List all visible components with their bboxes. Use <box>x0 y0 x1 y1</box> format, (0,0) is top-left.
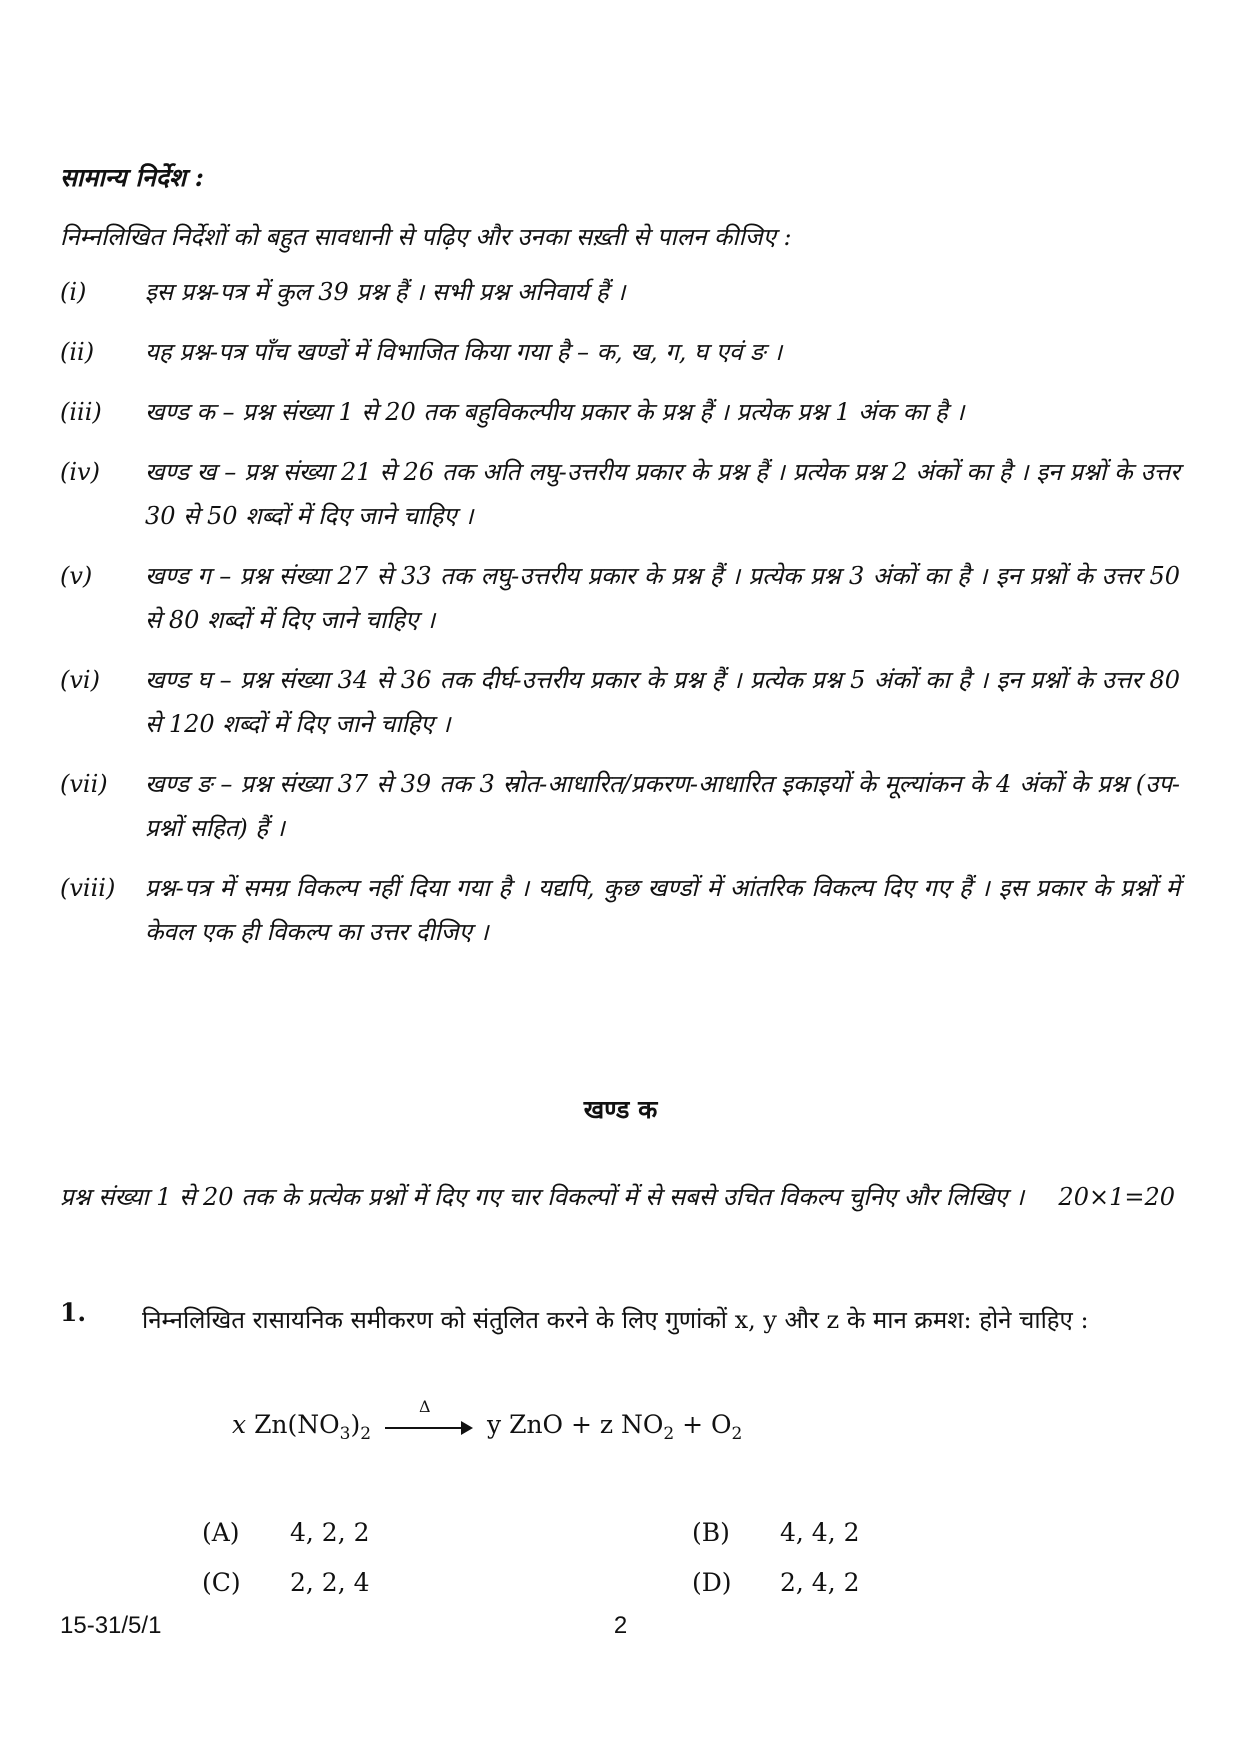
equation-sub: 2 <box>663 1424 675 1444</box>
section-marks: 20×1=20 <box>1058 1183 1175 1211</box>
instruction-number: (iii) <box>60 398 102 426</box>
instruction-text: खण्ड घ – प्रश्न संख्या 34 से 36 तक दीर्घ-उत्तरीय प्रकार के प्रश्न हैं । प्रत्येक प्रश्न 5 अंकों का है । इन प्रश्नों के उत्तर 80 से 120 शब्दों में दिए जाने चाहिए । <box>145 666 1180 738</box>
instruction-item <box>60 270 1180 314</box>
option-b[interactable] <box>692 1518 860 1547</box>
instruction-text: खण्ड ङ – प्रश्न संख्या 37 से 39 तक 3 स्रोत-आधारित/प्रकरण-आधारित इकाइयों के मूल्यांकन के 4 अंकों के प्रश्न (उप-प्रश्नों सहित) हैं । <box>145 770 1180 842</box>
instruction-number: (iv) <box>60 458 100 486</box>
instruction-item <box>60 390 1180 434</box>
instruction-text: खण्ड ख – प्रश्न संख्या 21 से 26 तक अति लघु-उत्तरीय प्रकार के प्रश्न हैं । प्रत्येक प्रश्न 2 अंकों का है । इन प्रश्नों के उत्तर 30 से 50 शब्दों में दिए जाने चाहिए । <box>145 458 1180 530</box>
equation-sub: 2 <box>731 1424 743 1444</box>
page-number: 2 <box>613 1612 628 1639</box>
paper-code: 15-31/5/1 <box>60 1612 162 1639</box>
option-value: 4, 4, 2 <box>780 1518 860 1547</box>
equation-rhs-tail: + O <box>674 1410 732 1439</box>
instruction-number: (vi) <box>60 666 100 694</box>
option-label: (A) <box>202 1518 240 1547</box>
instruction-item <box>60 554 1180 642</box>
instructions-list <box>60 270 1180 970</box>
chemical-equation <box>232 1396 743 1444</box>
instruction-text: प्रश्न-पत्र में समग्र विकल्प नहीं दिया गया है । यद्यपि, कुछ खण्डों में आंतरिक विकल्प दिए गए हैं । इस प्रकार के प्रश्नों में केवल एक ही विकल्प का उत्तर दीजिए । <box>145 874 1180 946</box>
section-title: खण्ड क <box>583 1095 658 1124</box>
section-intro <box>60 1175 1175 1219</box>
equation-sub: 2 <box>360 1424 372 1444</box>
option-c[interactable] <box>202 1568 370 1597</box>
instruction-item <box>60 866 1180 954</box>
instruction-number: (viii) <box>60 874 116 902</box>
option-label: (D) <box>692 1568 732 1597</box>
question-text: निम्नलिखित रासायनिक समीकरण को संतुलित करने के लिए गुणांकों x, y और z के मान क्रमश: होने चाहिए : <box>142 1306 1089 1334</box>
section-intro-text: प्रश्न संख्या 1 से 20 तक के प्रत्येक प्रश्नों में दिए गए चार विकल्पों में से सबसे उचित विकल्प चुनिए और लिखिए । <box>60 1183 1025 1211</box>
equation-sub: 3 <box>339 1424 351 1444</box>
instruction-item <box>60 658 1180 746</box>
heat-symbol: Δ <box>419 1396 431 1416</box>
instruction-text: खण्ड क – प्रश्न संख्या 1 से 20 तक बहुविकल्पीय प्रकार के प्रश्न हैं । प्रत्येक प्रश्न 1 अंक का है । <box>145 398 965 426</box>
question-number: 1. <box>60 1298 87 1327</box>
instruction-item <box>60 762 1180 850</box>
reaction-arrow-icon <box>385 1396 473 1437</box>
option-d[interactable] <box>692 1568 860 1597</box>
instruction-text: खण्ड ग – प्रश्न संख्या 27 से 33 तक लघु-उत्तरीय प्रकार के प्रश्न हैं । प्रत्येक प्रश्न 3 अंकों का है । इन प्रश्नों के उत्तर 50 से 80 शब्दों में दिए जाने चाहिए । <box>145 562 1180 634</box>
instruction-text: यह प्रश्न-पत्र पाँच खण्डों में विभाजित किया गया है – क, ख, ग, घ एवं ङ । <box>145 338 783 366</box>
instruction-number: (i) <box>60 278 87 306</box>
instruction-item <box>60 450 1180 538</box>
instruction-number: (vii) <box>60 770 108 798</box>
equation-rhs: y ZnO + z NO <box>487 1410 664 1439</box>
general-instructions-heading: सामान्य निर्देश : <box>60 163 204 192</box>
option-value: 2, 4, 2 <box>780 1568 860 1597</box>
equation-lhs: Zn(NO <box>254 1410 340 1439</box>
option-label: (B) <box>692 1518 730 1547</box>
equation-lhs-close: ) <box>350 1410 361 1439</box>
option-label: (C) <box>202 1568 241 1597</box>
general-instructions-intro: निम्नलिखित निर्देशों को बहुत सावधानी से पढ़िए और उनका सख़्ती से पालन कीजिए : <box>60 223 792 251</box>
equation-coef-x: x <box>232 1410 247 1439</box>
instruction-number: (ii) <box>60 338 95 366</box>
instruction-number: (v) <box>60 562 93 590</box>
instruction-text: इस प्रश्न-पत्र में कुल 39 प्रश्न हैं । सभी प्रश्न अनिवार्य हैं । <box>145 278 626 306</box>
option-a[interactable] <box>202 1518 370 1547</box>
option-value: 4, 2, 2 <box>290 1518 370 1547</box>
option-value: 2, 2, 4 <box>290 1568 370 1597</box>
instruction-item <box>60 330 1180 374</box>
